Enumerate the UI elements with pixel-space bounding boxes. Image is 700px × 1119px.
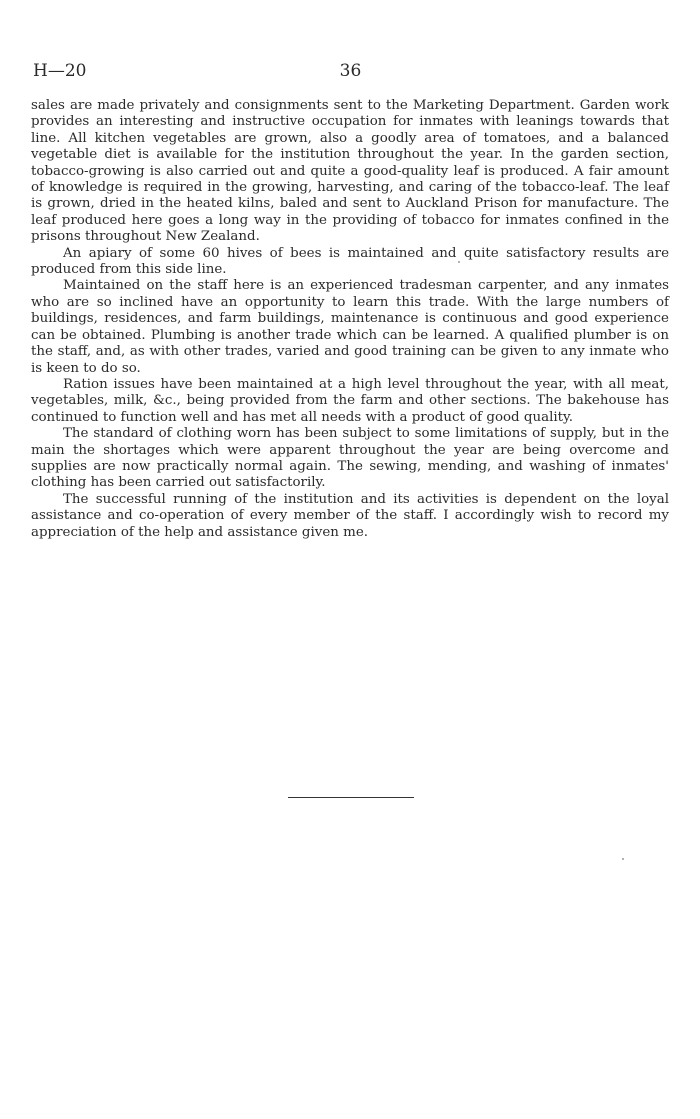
document-reference: H—20 (33, 61, 87, 81)
body-text (31, 98, 669, 541)
paragraph-rations: Ration issues have been maintained at a high level throughout the year, with all meat, vegetables, milk, &c., being provided from the farm and other sections. The bakehouse has continued to function well and has met all needs with a product of good quality. (31, 376, 669, 425)
scan-speck (458, 261, 460, 263)
paragraph-apiary: An apiary of some 60 hives of bees is maintained and quite satisfactory results are produced from this side line. (31, 245, 669, 278)
paragraph-garden: sales are made privately and consignments sent to the Marketing Department. Garden work provides an interesting and instructive occupation for inmates with leanings towards that line. All kitchen vegetables are grown, also a goodly area of tomatoes, and a balanced vegetable diet is available for the institution throughout the year. In the garden section, tobacco-growing is also carried out and quite a good-quality leaf is produced. A fair amount of knowledge is required in the growing, harvesting, and caring of the tobacco-leaf. The leaf is grown, dried in the heated kilns, baled and sent to Auckland Prison for manufacture. The leaf produced here goes a long way in the providing of tobacco for inmates confined in the prisons throughout New Zealand. (31, 98, 669, 245)
paragraph-carpentry: Maintained on the staff here is an experienced tradesman carpenter, and any inmates who are so inclined have an opportunity to learn this trade. With the large numbers of buildings, residences, and farm buildings, maintenance is continuous and good experience can be obtained. Plumbing is another trade which can be learned. A qualified plumber is on the staff, and, as with other trades, varied and good training can be given to any inmate who is keen to do so. (31, 278, 669, 376)
page-header (33, 60, 668, 82)
paragraph-appreciation: The successful running of the institution and its activities is dependent on the loyal assistance and co-operation of every member of the staff. I accordingly wish to record my appreciation of the help and assistance given me. (31, 491, 669, 540)
end-rule (288, 797, 414, 798)
page-number: 36 (339, 61, 362, 81)
paragraph-clothing: The standard of clothing worn has been subject to some limitations of supply, but in the main the shortages which were apparent throughout the year are being overcome and supplies are now practically normal again. The sewing, mending, and washing of inmates' clothing has been carried out satisfactorily. (31, 426, 669, 491)
scan-speck (622, 858, 624, 860)
